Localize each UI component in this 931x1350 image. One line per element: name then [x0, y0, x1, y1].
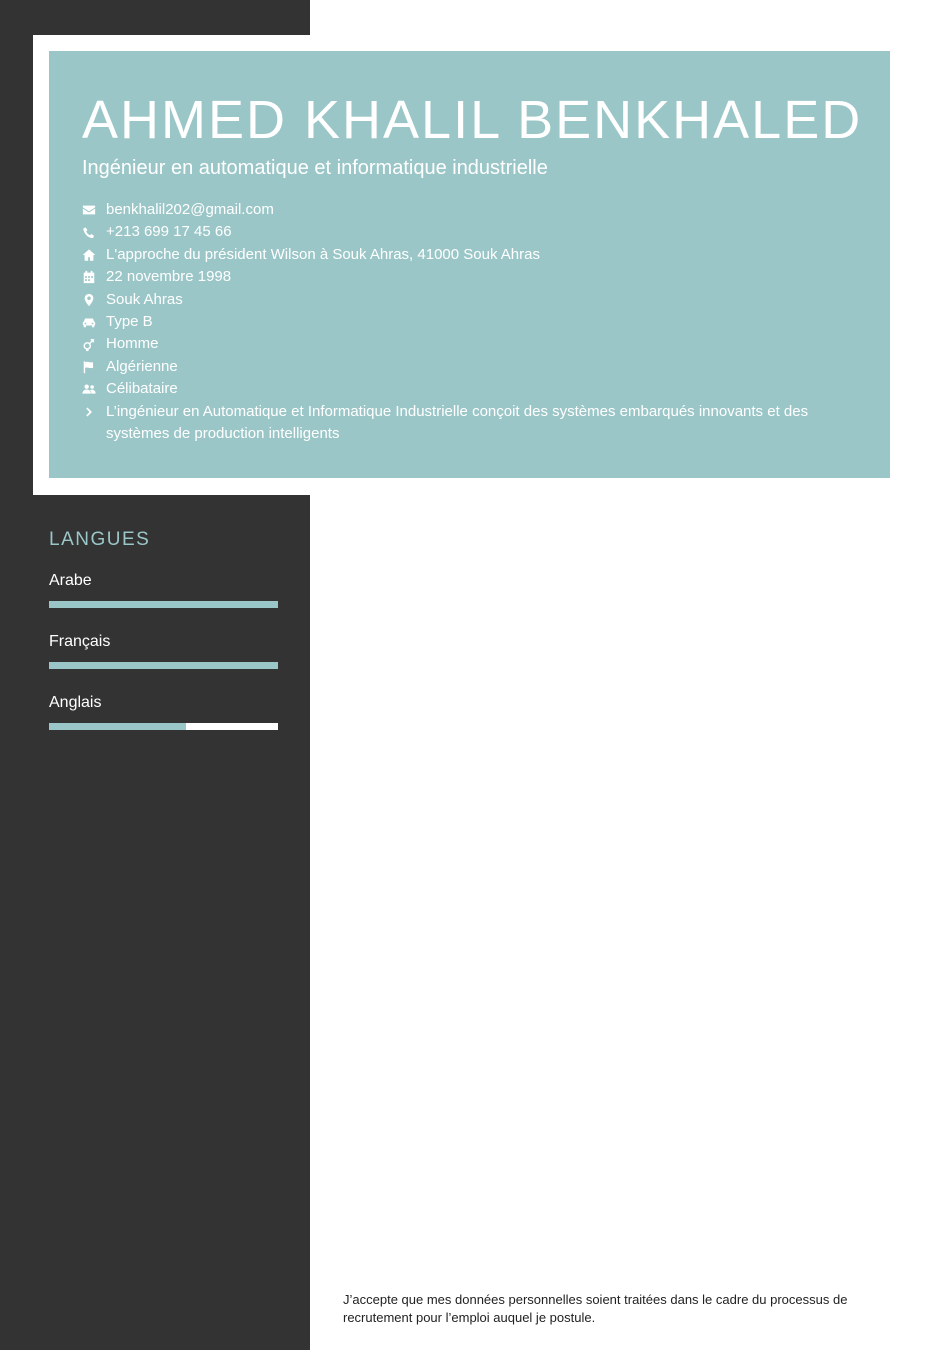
address-text: L'approche du président Wilson à Souk Ahras, 41000 Souk Ahras	[106, 245, 540, 263]
detail-email	[82, 199, 872, 221]
nationality-text: Algérienne	[106, 357, 178, 375]
home-icon	[82, 244, 106, 266]
email-text[interactable]: benkhalil202@gmail.com	[106, 201, 274, 218]
summary-text: L’ingénieur en Automatique et Informatique Industrielle conçoit des systèmes embarqués innovants et des systèmes de production intelligents	[106, 402, 809, 443]
map-marker-icon	[82, 289, 106, 311]
phone-text[interactable]: +213 699 17 45 66	[106, 223, 232, 241]
detail-gender	[82, 333, 872, 355]
candidate-name: AHMED KHALIL BENKHALED	[82, 90, 863, 150]
languages-heading: LANGUES	[49, 529, 151, 550]
contact-details	[82, 199, 872, 445]
language-name: Arabe	[49, 572, 92, 589]
language-name: Français	[49, 633, 111, 650]
language-level-bar	[49, 662, 278, 669]
consent-statement: J’accepte que mes données personnelles soient traitées dans le cadre du processus de recrutement pour l’emploi auquel je postule.	[343, 1292, 848, 1325]
language-name: Anglais	[49, 694, 102, 711]
language-level-fill	[49, 662, 278, 669]
detail-marital-status	[82, 378, 872, 400]
header-panel	[49, 51, 890, 478]
language-item-arabe	[49, 571, 278, 608]
license-text: Type B	[106, 313, 153, 331]
phone-icon	[82, 221, 106, 243]
detail-nationality	[82, 356, 872, 378]
detail-license	[82, 311, 872, 333]
detail-address	[82, 244, 872, 266]
birthplace-text: Souk Ahras	[106, 290, 183, 308]
calendar-icon	[82, 266, 106, 288]
detail-phone	[82, 221, 872, 243]
job-title: Ingénieur en automatique et informatique industrielle	[82, 157, 548, 179]
language-level-bar	[49, 723, 278, 730]
language-item-anglais	[49, 693, 278, 730]
birthdate-text: 22 novembre 1998	[106, 268, 232, 286]
language-level-bar	[49, 601, 278, 608]
language-item-francais	[49, 632, 278, 669]
gender-text: Homme	[106, 335, 159, 353]
envelope-icon	[82, 199, 106, 221]
flag-icon	[82, 356, 106, 378]
detail-birthplace	[82, 289, 872, 311]
gender-icon	[82, 333, 106, 355]
language-level-fill	[49, 601, 278, 608]
detail-summary	[82, 401, 872, 446]
language-level-fill	[49, 723, 186, 730]
detail-birthdate	[82, 266, 872, 288]
marital-status-text: Célibataire	[106, 380, 178, 398]
chevron-right-icon	[82, 401, 106, 423]
car-icon	[82, 311, 106, 333]
users-icon	[82, 378, 106, 400]
